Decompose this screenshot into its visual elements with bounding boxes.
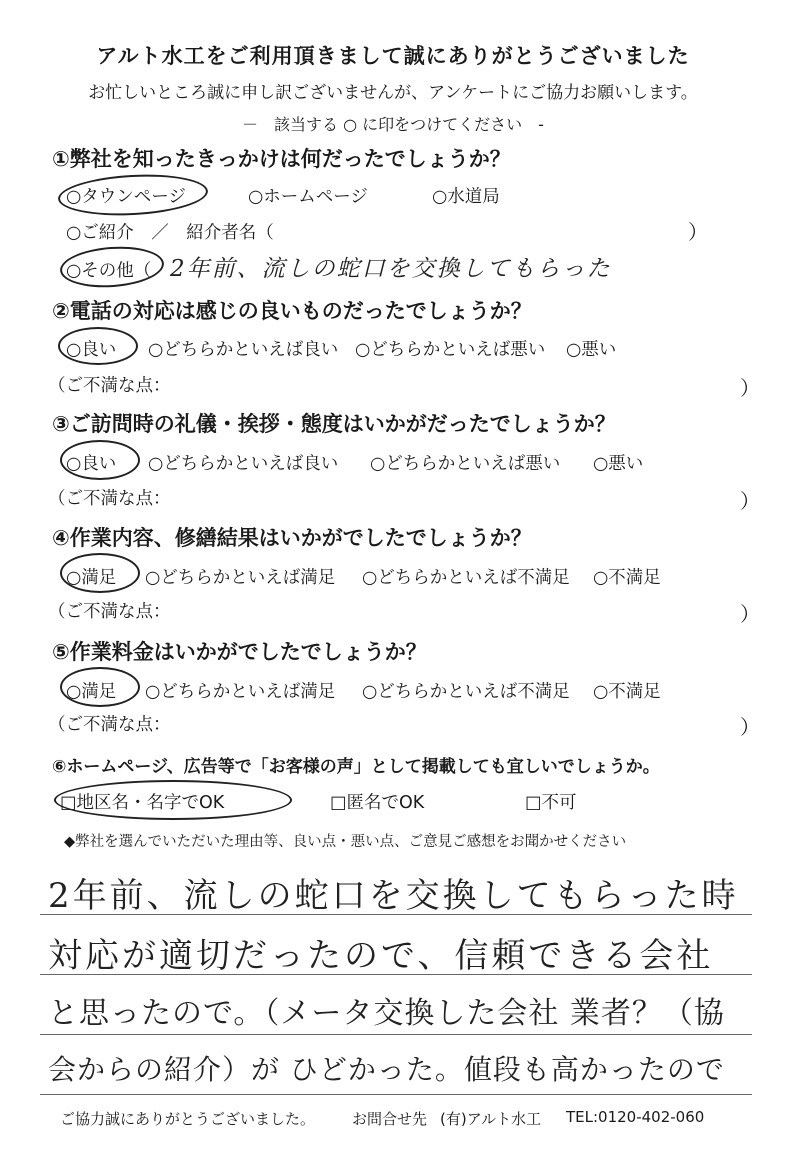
q1-option-referral[interactable]: ○ご紹介 ／ 紹介者名（: [66, 223, 274, 243]
comment-line-4: 会からの紹介）が ひどかった。値段も高かったので: [48, 1053, 725, 1086]
q2-option-good[interactable]: ○良い: [66, 340, 117, 360]
selection-circle: [60, 440, 140, 480]
q4-question: ④作業内容、修繕結果はいかがでしたでしょうか？: [52, 526, 532, 550]
comment-rule: [40, 1094, 752, 1095]
q1-option-townpage[interactable]: ○タウンページ: [66, 187, 186, 207]
comment-line-1: 2年前、流しの蛇口を交換してもらった時: [48, 876, 739, 916]
q3-option-good[interactable]: ○良い: [66, 454, 117, 474]
q5-question: ⑤作業料金はいかがでしたでしょうか？: [52, 640, 427, 664]
q4-option-somewhat-dissatisfied[interactable]: ○どちらかといえば不満足: [362, 568, 570, 588]
comment-rule: [40, 1034, 752, 1035]
q5-option-satisfied[interactable]: ○満足: [66, 682, 117, 702]
q4-option-satisfied[interactable]: ○満足: [66, 568, 117, 588]
survey-subtitle: お忙しいところ誠に申し訳ございませんが、アンケートにご協力お願いします。: [88, 83, 698, 103]
comment-rule: [40, 914, 752, 915]
q2-option-somewhat-bad[interactable]: ○どちらかといえば悪い: [355, 340, 546, 360]
q1-option-water-bureau[interactable]: ○水道局: [432, 187, 500, 207]
q1-option-homepage[interactable]: ○ホームページ: [248, 187, 368, 207]
q4-complaint-close: ）: [740, 602, 760, 626]
q4-option-dissatisfied[interactable]: ○不満足: [593, 568, 661, 588]
q6-option-name-ok[interactable]: □地区名・名字でOK: [60, 793, 225, 813]
q6-question: ⑥ホームページ、広告等で「お客様の声」として掲載しても宜しいでしょうか。: [52, 757, 660, 777]
comment-line-3: と思ったので。（メータ交換した会社 業者？（協: [48, 996, 725, 1031]
q4-option-somewhat-satisfied[interactable]: ○どちらかといえば満足: [145, 568, 336, 588]
selection-circle: [58, 327, 138, 365]
comments-prompt: ◆弊社を選んでいただいた理由等、良い点・悪い点、ご意見ご感想をお聞かせください: [64, 834, 627, 850]
q3-complaint-label: （ご不満な点：: [48, 489, 171, 509]
footer-company: (有)アルト水工: [440, 1110, 542, 1128]
selection-circle: [60, 667, 140, 707]
q4-complaint-label: （ご不満な点：: [48, 602, 171, 622]
selection-circle: [57, 171, 209, 219]
survey-title: アルト水工をご利用頂きまして誠にありがとうございました: [96, 44, 690, 68]
footer-tel[interactable]: TEL:0120-402-060: [566, 1108, 705, 1126]
q3-option-somewhat-bad[interactable]: ○どちらかといえば悪い: [370, 454, 561, 474]
q3-option-somewhat-good[interactable]: ○どちらかといえば良い: [148, 454, 339, 474]
q2-question: ②電話の対応は感じの良いものだったでしょうか？: [52, 299, 532, 323]
q2-option-somewhat-good[interactable]: ○どちらかといえば良い: [148, 340, 339, 360]
selection-circle: [59, 243, 166, 290]
q3-complaint-close: ）: [740, 489, 760, 513]
q1-question: ①弊社を知ったきっかけは何だったでしょうか？: [52, 147, 511, 171]
comment-rule: [40, 974, 752, 975]
q1-other-handwritten-answer: 2年前、流しの蛇口を交換してもらった: [170, 256, 612, 282]
q5-complaint-close: ）: [740, 715, 760, 739]
footer-contact-label: お問合せ先: [352, 1110, 428, 1128]
q3-question: ③ご訪問時の礼儀・挨拶・態度はいかがだったでしょうか？: [52, 412, 616, 436]
q2-complaint-close: ）: [740, 376, 760, 400]
q5-option-somewhat-dissatisfied[interactable]: ○どちらかといえば不満足: [362, 682, 570, 702]
q3-option-bad[interactable]: ○悪い: [593, 454, 644, 474]
q5-option-dissatisfied[interactable]: ○不満足: [593, 682, 661, 702]
comment-line-2: 対応が適切だったので、信頼できる会社: [48, 936, 714, 976]
footer-thanks: ご協力誠にありがとうございました。: [60, 1110, 316, 1128]
selection-circle: [54, 780, 292, 820]
q1-option-other[interactable]: ○その他（: [66, 261, 152, 281]
q2-option-bad[interactable]: ○悪い: [566, 340, 617, 360]
q6-option-not-allowed[interactable]: □不可: [525, 793, 577, 813]
q1-referral-close: ）: [688, 220, 708, 244]
q5-complaint-label: （ご不満な点：: [48, 715, 171, 735]
q5-option-somewhat-satisfied[interactable]: ○どちらかといえば満足: [145, 682, 336, 702]
q2-complaint-label: （ご不満な点：: [48, 376, 171, 396]
q6-option-anonymous-ok[interactable]: □匿名でOK: [330, 793, 425, 813]
selection-circle: [60, 553, 140, 593]
survey-instruction: － 該当する ○ に印をつけてください -: [242, 115, 544, 134]
